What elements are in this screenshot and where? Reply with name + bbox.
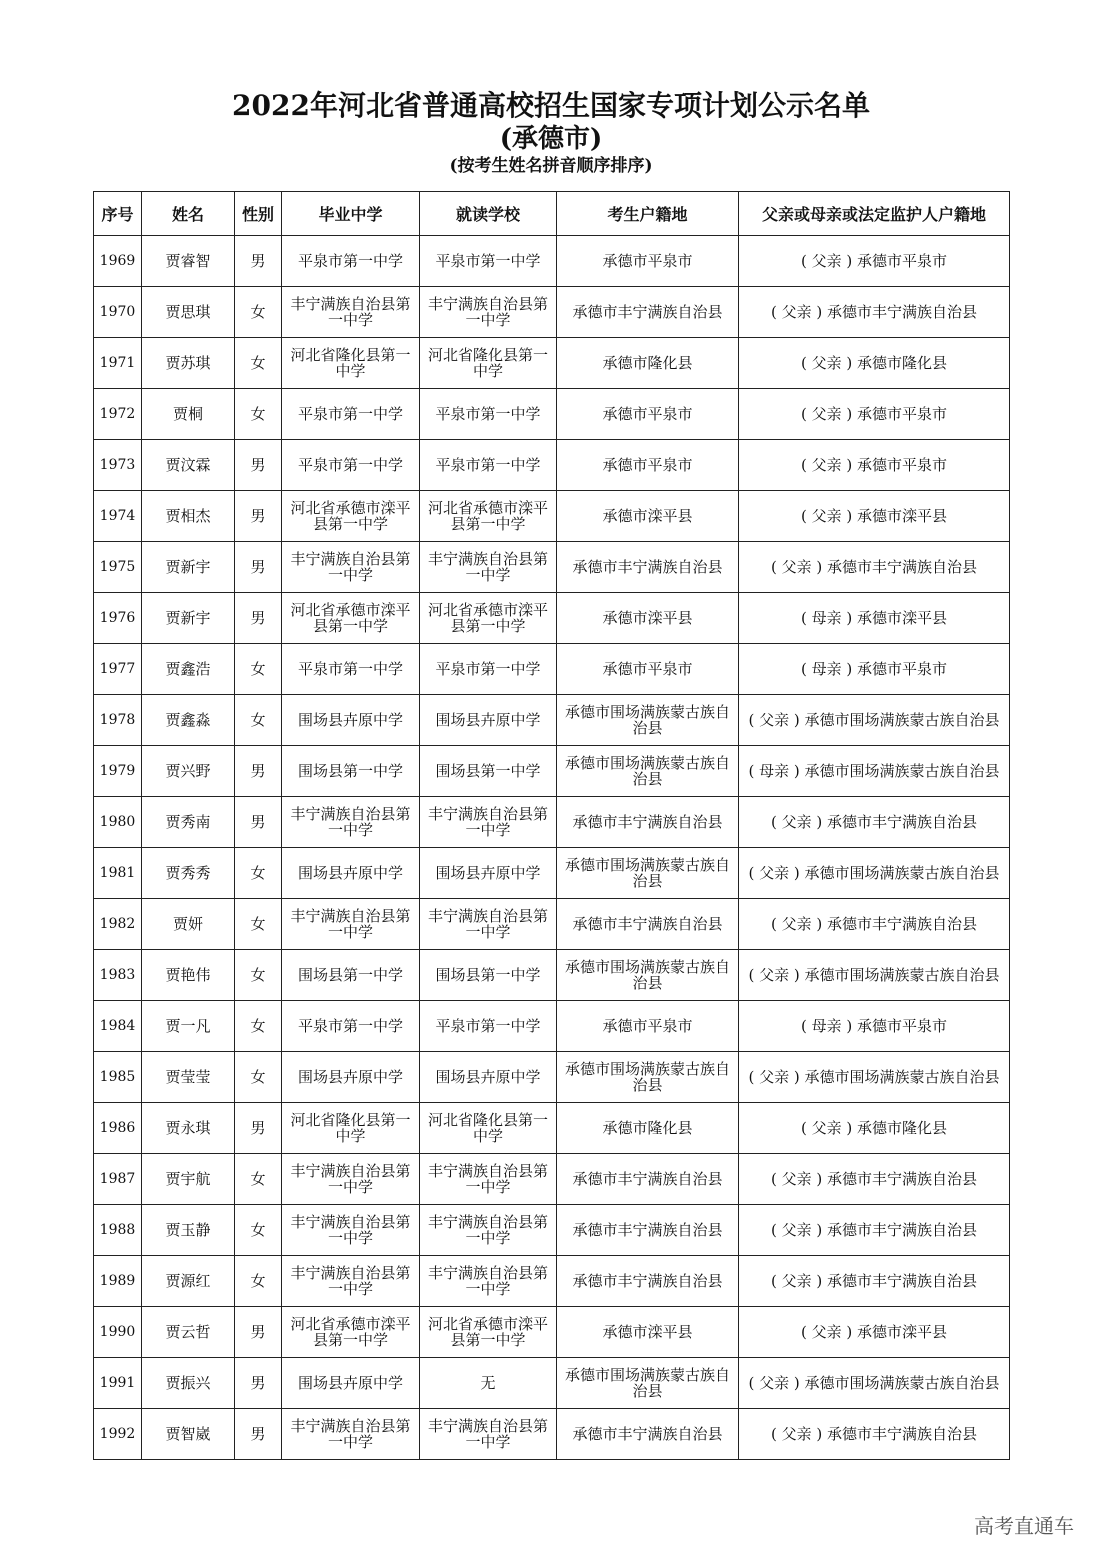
cell-current-school: 丰宁满族自治县第一中学 <box>420 1205 557 1256</box>
cell-graduation-school: 河北省承德市滦平县第一中学 <box>282 593 420 644</box>
cell-graduation-school: 围场县卉原中学 <box>282 1358 420 1409</box>
header-name: 姓名 <box>142 192 235 236</box>
cell-name: 贾妍 <box>142 899 235 950</box>
cell-student-hukou: 承德市滦平县 <box>557 1307 739 1358</box>
cell-guardian-hukou: ( 父亲 ) 承德市丰宁满族自治县 <box>739 797 1010 848</box>
cell-student-hukou: 承德市围场满族蒙古族自治县 <box>557 848 739 899</box>
cell-graduation-school: 平泉市第一中学 <box>282 236 420 287</box>
table-row <box>94 1358 1010 1409</box>
table-row <box>94 746 1010 797</box>
cell-seq: 1992 <box>94 1409 142 1460</box>
cell-seq: 1971 <box>94 338 142 389</box>
cell-seq: 1982 <box>94 899 142 950</box>
cell-gender: 女 <box>235 644 282 695</box>
header-row <box>94 192 1010 236</box>
cell-gender: 女 <box>235 1052 282 1103</box>
cell-name: 贾苏琪 <box>142 338 235 389</box>
cell-guardian-hukou: ( 母亲 ) 承德市滦平县 <box>739 593 1010 644</box>
cell-guardian-hukou: ( 母亲 ) 承德市平泉市 <box>739 644 1010 695</box>
table-row <box>94 950 1010 1001</box>
cell-gender: 男 <box>235 1358 282 1409</box>
cell-gender: 男 <box>235 236 282 287</box>
cell-gender: 男 <box>235 1409 282 1460</box>
cell-name: 贾秀秀 <box>142 848 235 899</box>
cell-guardian-hukou: ( 父亲 ) 承德市平泉市 <box>739 440 1010 491</box>
cell-graduation-school: 围场县卉原中学 <box>282 1052 420 1103</box>
cell-name: 贾宇航 <box>142 1154 235 1205</box>
cell-gender: 女 <box>235 1256 282 1307</box>
cell-current-school: 河北省隆化县第一中学 <box>420 1103 557 1154</box>
cell-current-school: 丰宁满族自治县第一中学 <box>420 1256 557 1307</box>
cell-graduation-school: 丰宁满族自治县第一中学 <box>282 797 420 848</box>
cell-name: 贾智崴 <box>142 1409 235 1460</box>
cell-graduation-school: 丰宁满族自治县第一中学 <box>282 1409 420 1460</box>
cell-seq: 1983 <box>94 950 142 1001</box>
table-row <box>94 848 1010 899</box>
cell-seq: 1979 <box>94 746 142 797</box>
cell-guardian-hukou: ( 父亲 ) 承德市丰宁满族自治县 <box>739 287 1010 338</box>
cell-seq: 1969 <box>94 236 142 287</box>
cell-gender: 女 <box>235 1205 282 1256</box>
cell-current-school: 平泉市第一中学 <box>420 644 557 695</box>
cell-name: 贾玉静 <box>142 1205 235 1256</box>
cell-graduation-school: 围场县第一中学 <box>282 950 420 1001</box>
cell-student-hukou: 承德市隆化县 <box>557 1103 739 1154</box>
cell-student-hukou: 承德市平泉市 <box>557 236 739 287</box>
cell-name: 贾睿智 <box>142 236 235 287</box>
cell-current-school: 平泉市第一中学 <box>420 440 557 491</box>
table-row <box>94 1103 1010 1154</box>
cell-gender: 女 <box>235 695 282 746</box>
cell-current-school: 围场县卉原中学 <box>420 695 557 746</box>
table-row <box>94 1256 1010 1307</box>
cell-guardian-hukou: ( 父亲 ) 承德市滦平县 <box>739 1307 1010 1358</box>
cell-guardian-hukou: ( 父亲 ) 承德市丰宁满族自治县 <box>739 1205 1010 1256</box>
cell-current-school: 河北省承德市滦平县第一中学 <box>420 593 557 644</box>
cell-name: 贾思琪 <box>142 287 235 338</box>
cell-name: 贾源红 <box>142 1256 235 1307</box>
cell-gender: 男 <box>235 1307 282 1358</box>
cell-gender: 女 <box>235 287 282 338</box>
cell-student-hukou: 承德市丰宁满族自治县 <box>557 287 739 338</box>
cell-name: 贾振兴 <box>142 1358 235 1409</box>
table-row <box>94 1052 1010 1103</box>
cell-name: 贾汶霖 <box>142 440 235 491</box>
cell-name: 贾秀南 <box>142 797 235 848</box>
table-row <box>94 899 1010 950</box>
cell-current-school: 围场县第一中学 <box>420 746 557 797</box>
cell-name: 贾鑫浩 <box>142 644 235 695</box>
cell-gender: 女 <box>235 338 282 389</box>
cell-current-school: 丰宁满族自治县第一中学 <box>420 1409 557 1460</box>
cell-gender: 女 <box>235 1001 282 1052</box>
cell-guardian-hukou: ( 父亲 ) 承德市丰宁满族自治县 <box>739 1256 1010 1307</box>
cell-seq: 1987 <box>94 1154 142 1205</box>
cell-guardian-hukou: ( 父亲 ) 承德市围场满族蒙古族自治县 <box>739 695 1010 746</box>
cell-guardian-hukou: ( 父亲 ) 承德市平泉市 <box>739 389 1010 440</box>
cell-seq: 1991 <box>94 1358 142 1409</box>
cell-guardian-hukou: ( 父亲 ) 承德市隆化县 <box>739 1103 1010 1154</box>
cell-seq: 1978 <box>94 695 142 746</box>
cell-student-hukou: 承德市隆化县 <box>557 338 739 389</box>
cell-guardian-hukou: ( 母亲 ) 承德市围场满族蒙古族自治县 <box>739 746 1010 797</box>
cell-gender: 男 <box>235 542 282 593</box>
cell-current-school: 围场县卉原中学 <box>420 1052 557 1103</box>
cell-current-school: 围场县第一中学 <box>420 950 557 1001</box>
cell-student-hukou: 承德市围场满族蒙古族自治县 <box>557 695 739 746</box>
table-row <box>94 1409 1010 1460</box>
cell-name: 贾永琪 <box>142 1103 235 1154</box>
header-gender: 性别 <box>235 192 282 236</box>
cell-name: 贾云哲 <box>142 1307 235 1358</box>
cell-name: 贾一凡 <box>142 1001 235 1052</box>
page-subtitle: (承德市) <box>499 124 603 154</box>
cell-current-school: 平泉市第一中学 <box>420 389 557 440</box>
page-title: 2022年河北省普通高校招生国家专项计划公示名单 <box>232 89 870 122</box>
cell-seq: 1989 <box>94 1256 142 1307</box>
cell-seq: 1970 <box>94 287 142 338</box>
cell-seq: 1988 <box>94 1205 142 1256</box>
cell-graduation-school: 丰宁满族自治县第一中学 <box>282 1154 420 1205</box>
cell-gender: 男 <box>235 797 282 848</box>
cell-seq: 1985 <box>94 1052 142 1103</box>
cell-seq: 1980 <box>94 797 142 848</box>
table-row <box>94 236 1010 287</box>
cell-guardian-hukou: ( 母亲 ) 承德市平泉市 <box>739 1001 1010 1052</box>
cell-current-school: 河北省隆化县第一中学 <box>420 338 557 389</box>
cell-gender: 女 <box>235 1154 282 1205</box>
header-current-school: 就读学校 <box>420 192 557 236</box>
cell-guardian-hukou: ( 父亲 ) 承德市围场满族蒙古族自治县 <box>739 1052 1010 1103</box>
table-row <box>94 1001 1010 1052</box>
header-student-hukou: 考生户籍地 <box>557 192 739 236</box>
cell-gender: 女 <box>235 950 282 1001</box>
table-row <box>94 440 1010 491</box>
cell-gender: 女 <box>235 899 282 950</box>
cell-graduation-school: 丰宁满族自治县第一中学 <box>282 1205 420 1256</box>
cell-current-school: 丰宁满族自治县第一中学 <box>420 797 557 848</box>
cell-current-school: 无 <box>420 1358 557 1409</box>
cell-name: 贾新宇 <box>142 542 235 593</box>
cell-student-hukou: 承德市平泉市 <box>557 1001 739 1052</box>
cell-gender: 女 <box>235 389 282 440</box>
cell-student-hukou: 承德市滦平县 <box>557 593 739 644</box>
header-graduation-school: 毕业中学 <box>282 192 420 236</box>
cell-graduation-school: 围场县第一中学 <box>282 746 420 797</box>
cell-current-school: 丰宁满族自治县第一中学 <box>420 1154 557 1205</box>
table-row <box>94 1307 1010 1358</box>
cell-student-hukou: 承德市围场满族蒙古族自治县 <box>557 950 739 1001</box>
cell-seq: 1975 <box>94 542 142 593</box>
cell-student-hukou: 承德市围场满族蒙古族自治县 <box>557 746 739 797</box>
cell-seq: 1984 <box>94 1001 142 1052</box>
cell-student-hukou: 承德市平泉市 <box>557 389 739 440</box>
table-row <box>94 797 1010 848</box>
cell-graduation-school: 丰宁满族自治县第一中学 <box>282 542 420 593</box>
cell-graduation-school: 围场县卉原中学 <box>282 695 420 746</box>
cell-guardian-hukou: ( 父亲 ) 承德市围场满族蒙古族自治县 <box>739 1358 1010 1409</box>
cell-student-hukou: 承德市滦平县 <box>557 491 739 542</box>
cell-name: 贾鑫淼 <box>142 695 235 746</box>
cell-name: 贾兴野 <box>142 746 235 797</box>
cell-current-school: 围场县卉原中学 <box>420 848 557 899</box>
cell-seq: 1977 <box>94 644 142 695</box>
cell-seq: 1973 <box>94 440 142 491</box>
roster-table <box>93 191 1010 1460</box>
cell-student-hukou: 承德市丰宁满族自治县 <box>557 1409 739 1460</box>
table-row <box>94 491 1010 542</box>
cell-guardian-hukou: ( 父亲 ) 承德市隆化县 <box>739 338 1010 389</box>
cell-student-hukou: 承德市围场满族蒙古族自治县 <box>557 1358 739 1409</box>
cell-graduation-school: 平泉市第一中学 <box>282 440 420 491</box>
cell-graduation-school: 河北省隆化县第一中学 <box>282 1103 420 1154</box>
cell-graduation-school: 平泉市第一中学 <box>282 389 420 440</box>
cell-student-hukou: 承德市丰宁满族自治县 <box>557 542 739 593</box>
cell-name: 贾艳伟 <box>142 950 235 1001</box>
cell-graduation-school: 河北省承德市滦平县第一中学 <box>282 491 420 542</box>
cell-graduation-school: 丰宁满族自治县第一中学 <box>282 1256 420 1307</box>
cell-graduation-school: 丰宁满族自治县第一中学 <box>282 287 420 338</box>
cell-current-school: 丰宁满族自治县第一中学 <box>420 899 557 950</box>
table-row <box>94 338 1010 389</box>
cell-student-hukou: 承德市丰宁满族自治县 <box>557 1205 739 1256</box>
cell-graduation-school: 围场县卉原中学 <box>282 848 420 899</box>
cell-guardian-hukou: ( 父亲 ) 承德市丰宁满族自治县 <box>739 1154 1010 1205</box>
cell-name: 贾莹莹 <box>142 1052 235 1103</box>
cell-guardian-hukou: ( 父亲 ) 承德市丰宁满族自治县 <box>739 899 1010 950</box>
cell-seq: 1981 <box>94 848 142 899</box>
cell-graduation-school: 丰宁满族自治县第一中学 <box>282 899 420 950</box>
cell-student-hukou: 承德市丰宁满族自治县 <box>557 1256 739 1307</box>
cell-gender: 男 <box>235 746 282 797</box>
cell-graduation-school: 河北省隆化县第一中学 <box>282 338 420 389</box>
cell-current-school: 丰宁满族自治县第一中学 <box>420 287 557 338</box>
cell-guardian-hukou: ( 父亲 ) 承德市平泉市 <box>739 236 1010 287</box>
cell-current-school: 平泉市第一中学 <box>420 1001 557 1052</box>
cell-seq: 1986 <box>94 1103 142 1154</box>
cell-guardian-hukou: ( 父亲 ) 承德市丰宁满族自治县 <box>739 542 1010 593</box>
cell-student-hukou: 承德市丰宁满族自治县 <box>557 899 739 950</box>
cell-current-school: 河北省承德市滦平县第一中学 <box>420 1307 557 1358</box>
cell-gender: 男 <box>235 1103 282 1154</box>
cell-graduation-school: 平泉市第一中学 <box>282 644 420 695</box>
table-row <box>94 1154 1010 1205</box>
cell-student-hukou: 承德市丰宁满族自治县 <box>557 797 739 848</box>
header-seq: 序号 <box>94 192 142 236</box>
cell-current-school: 平泉市第一中学 <box>420 236 557 287</box>
cell-student-hukou: 承德市平泉市 <box>557 440 739 491</box>
cell-student-hukou: 承德市围场满族蒙古族自治县 <box>557 1052 739 1103</box>
table-row <box>94 1205 1010 1256</box>
cell-student-hukou: 承德市丰宁满族自治县 <box>557 1154 739 1205</box>
header-guardian-hukou: 父亲或母亲或法定监护人户籍地 <box>739 192 1010 236</box>
table-row <box>94 644 1010 695</box>
cell-name: 贾桐 <box>142 389 235 440</box>
cell-name: 贾相杰 <box>142 491 235 542</box>
cell-guardian-hukou: ( 父亲 ) 承德市围场满族蒙古族自治县 <box>739 848 1010 899</box>
cell-guardian-hukou: ( 父亲 ) 承德市丰宁满族自治县 <box>739 1409 1010 1460</box>
table-row <box>94 695 1010 746</box>
cell-gender: 男 <box>235 491 282 542</box>
cell-name: 贾新宇 <box>142 593 235 644</box>
cell-seq: 1976 <box>94 593 142 644</box>
cell-graduation-school: 河北省承德市滦平县第一中学 <box>282 1307 420 1358</box>
cell-graduation-school: 平泉市第一中学 <box>282 1001 420 1052</box>
cell-seq: 1972 <box>94 389 142 440</box>
cell-current-school: 丰宁满族自治县第一中学 <box>420 542 557 593</box>
cell-seq: 1974 <box>94 491 142 542</box>
table-row <box>94 542 1010 593</box>
cell-gender: 女 <box>235 848 282 899</box>
cell-gender: 男 <box>235 593 282 644</box>
watermark: 高考直通车 <box>974 1514 1074 1538</box>
cell-student-hukou: 承德市平泉市 <box>557 644 739 695</box>
cell-gender: 男 <box>235 440 282 491</box>
table-row <box>94 593 1010 644</box>
cell-seq: 1990 <box>94 1307 142 1358</box>
cell-guardian-hukou: ( 父亲 ) 承德市滦平县 <box>739 491 1010 542</box>
table-row <box>94 389 1010 440</box>
cell-current-school: 河北省承德市滦平县第一中学 <box>420 491 557 542</box>
sort-note: (按考生姓名拼音顺序排序) <box>449 156 653 176</box>
cell-guardian-hukou: ( 父亲 ) 承德市围场满族蒙古族自治县 <box>739 950 1010 1001</box>
table-row <box>94 287 1010 338</box>
